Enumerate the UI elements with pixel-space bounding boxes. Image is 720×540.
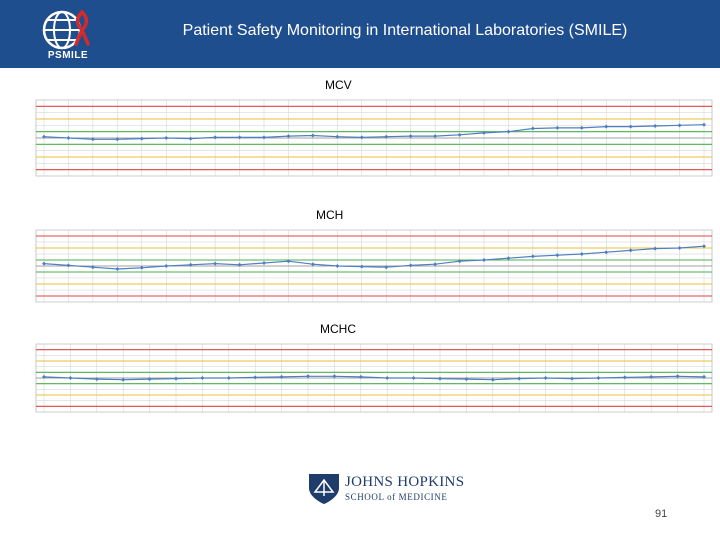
mch-chart <box>0 226 720 316</box>
institution-name: JOHNS HOPKINS <box>345 474 465 490</box>
logo-text: PSMILE <box>47 50 89 61</box>
page-number: 91 <box>655 508 668 520</box>
mchc-chart <box>0 340 720 430</box>
header-bar <box>0 0 720 68</box>
chart-title-mchc: MCHC <box>320 322 356 336</box>
school-name: SCHOOL of MEDICINE <box>345 492 448 502</box>
chart-title-mch: MCH <box>316 208 344 222</box>
mcv-chart <box>0 96 720 192</box>
chart-title-mcv: MCV <box>325 78 352 92</box>
page-title: Patient Safety Monitoring in International Laboratories (SMILE) <box>182 22 628 39</box>
